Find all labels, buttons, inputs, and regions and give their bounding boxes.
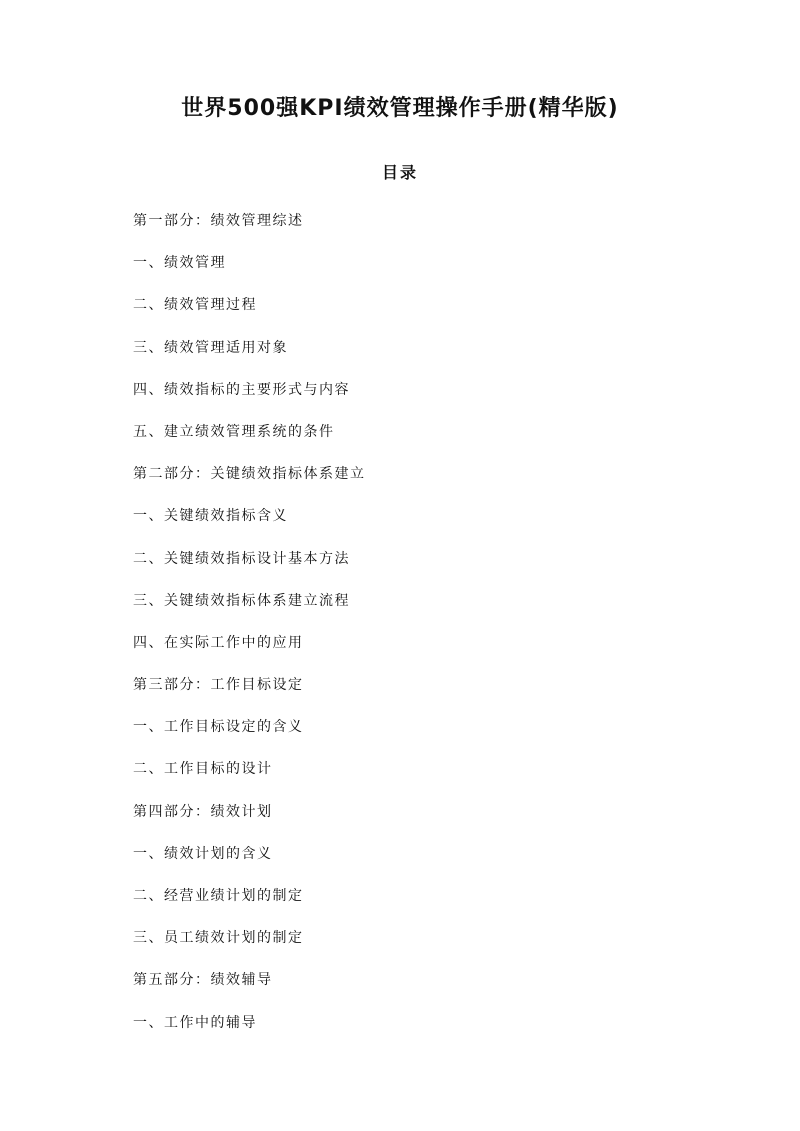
toc-item: 一、关键绩效指标含义 xyxy=(133,508,288,525)
toc-item-part-4: 第四部分：绩效计划 xyxy=(133,803,273,820)
toc-item: 一、绩效管理 xyxy=(133,255,226,272)
toc-item: 一、绩效计划的含义 xyxy=(133,845,273,862)
toc-item: 五、建立绩效管理系统的条件 xyxy=(133,423,335,440)
toc-item: 三、员工绩效计划的制定 xyxy=(133,930,304,947)
toc-item: 三、关键绩效指标体系建立流程 xyxy=(133,592,350,609)
toc-item: 二、关键绩效指标设计基本方法 xyxy=(133,550,350,567)
toc-heading: 目录 xyxy=(381,163,418,182)
toc-item: 三、绩效管理适用对象 xyxy=(133,339,288,356)
toc-list xyxy=(133,211,366,1055)
toc-item: 四、在实际工作中的应用 xyxy=(133,634,304,651)
toc-item: 一、工作目标设定的含义 xyxy=(133,719,304,736)
toc-item-part-5: 第五部分：绩效辅导 xyxy=(133,972,273,989)
toc-item: 二、工作目标的设计 xyxy=(133,761,273,778)
toc-item: 一、工作中的辅导 xyxy=(133,1014,257,1031)
toc-item-part-2: 第二部分：关键绩效指标体系建立 xyxy=(133,466,366,483)
toc-item-part-3: 第三部分：工作目标设定 xyxy=(133,677,304,694)
toc-item: 二、经营业绩计划的制定 xyxy=(133,888,304,904)
toc-item-part-1: 第一部分：绩效管理综述 xyxy=(133,213,304,229)
document-title: 世界500强KPI绩效管理操作手册(精华版) xyxy=(181,96,619,121)
toc-item: 四、绩效指标的主要形式与内容 xyxy=(133,381,350,398)
toc-item: 二、绩效管理过程 xyxy=(133,297,257,314)
